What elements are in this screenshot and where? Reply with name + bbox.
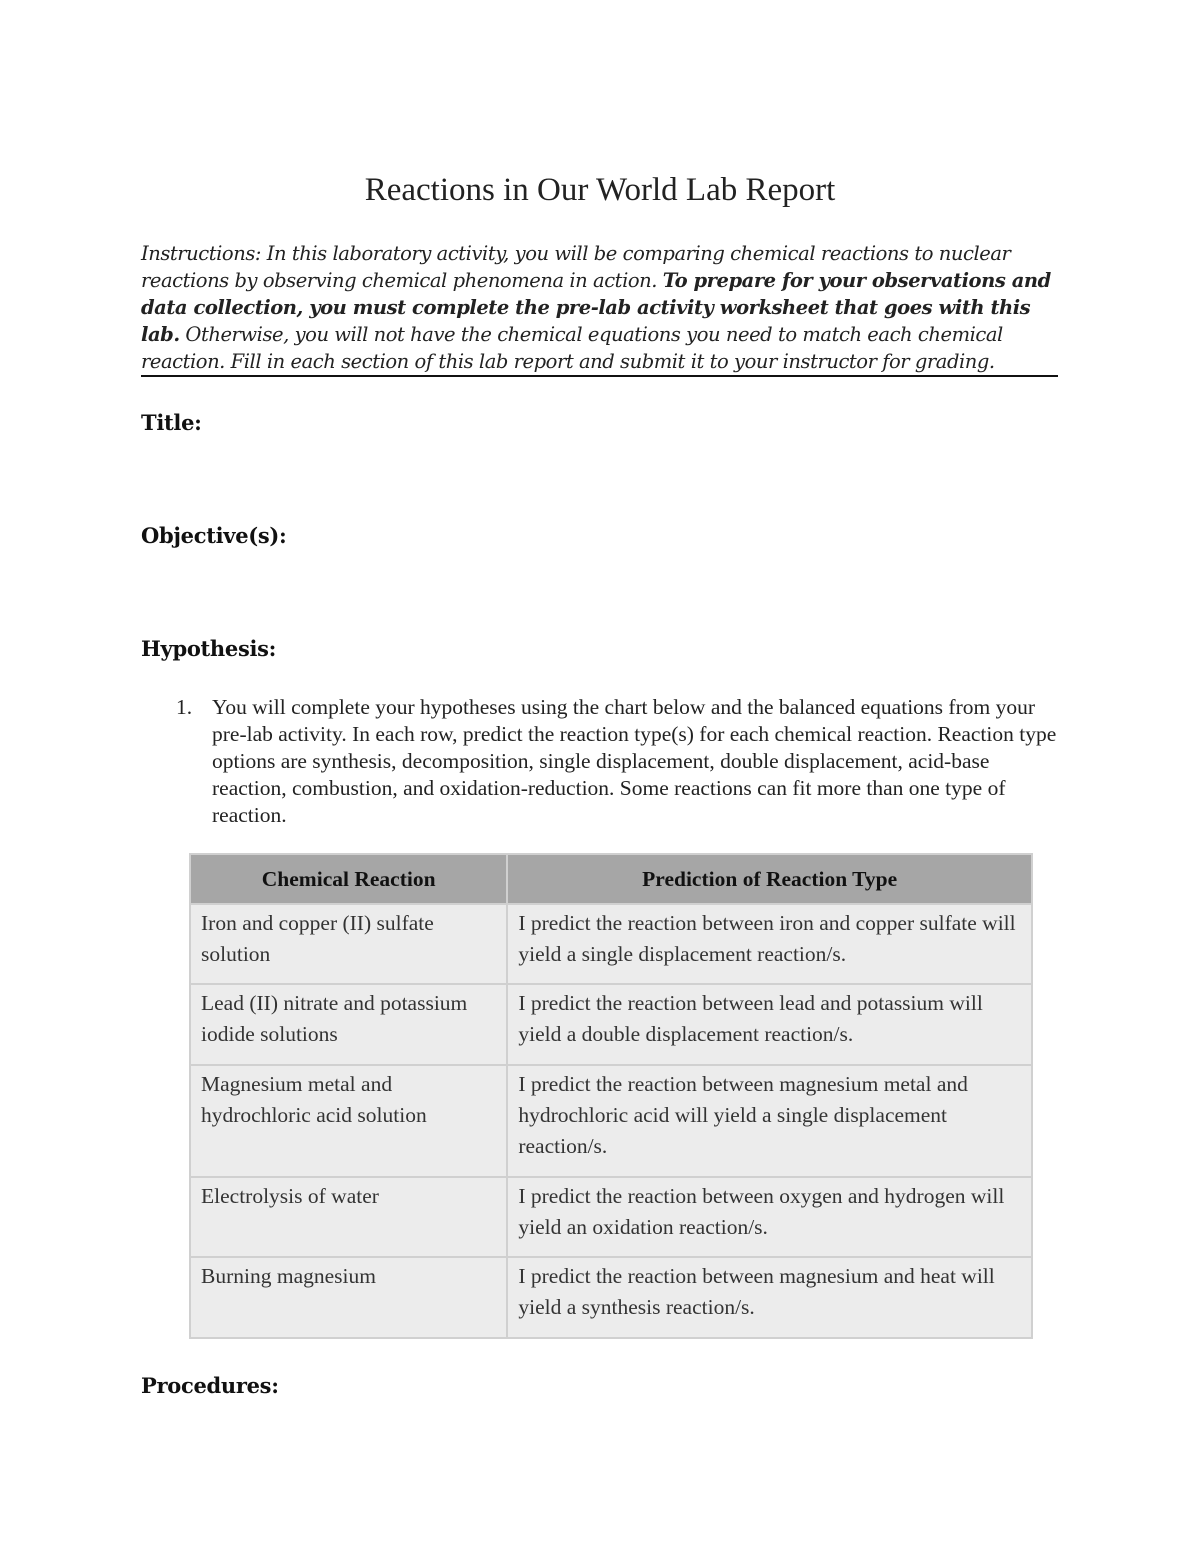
table-row — [190, 984, 1032, 1065]
prediction-cell: I predict the reaction between lead and potassium will yield a double displacement reaction/s. — [507, 984, 1032, 1065]
section-heading-objective: Objective(s): — [141, 523, 287, 548]
hypothesis-instruction-text: You will complete your hypotheses using the chart below and the balanced equations from your pre-lab activity. In each row, predict the reaction type(s) for each chemical reaction. Reaction type options are synthesis, decomposition, single displacement, double displacement, acid-base reaction, combustion, and oxidation-reduction. Some reactions can fit more than one type of reaction. — [212, 695, 1057, 827]
table-header-row — [190, 854, 1032, 904]
reaction-cell: Iron and copper (II) sulfate solution — [190, 904, 507, 984]
reaction-cell: Burning magnesium — [190, 1257, 507, 1338]
table-row — [190, 1177, 1032, 1257]
prediction-cell: I predict the reaction between iron and copper sulfate will yield a single displacement reaction/s. — [507, 904, 1032, 984]
header-chemical-reaction: Chemical Reaction — [190, 854, 507, 904]
instructions-divider — [141, 375, 1058, 377]
instructions-bold-text: To prepare for your observations and data collection, you must complete the pre-lab activity worksheet that goes with this lab. — [141, 269, 1051, 346]
table-row — [190, 1065, 1032, 1177]
list-number: 1. — [176, 695, 193, 719]
section-heading-hypothesis: Hypothesis: — [141, 636, 277, 661]
table-row — [190, 1257, 1032, 1338]
reaction-cell: Lead (II) nitrate and potassium iodide solutions — [190, 984, 507, 1065]
header-prediction: Prediction of Reaction Type — [507, 854, 1032, 904]
prediction-cell: I predict the reaction between magnesium metal and hydrochloric acid will yield a single displacement reaction/s. — [507, 1065, 1032, 1177]
prediction-cell: I predict the reaction between oxygen and hydrogen will yield an oxidation reaction/s. — [507, 1177, 1032, 1257]
section-heading-title: Title: — [141, 410, 202, 435]
reaction-cell: Electrolysis of water — [190, 1177, 507, 1257]
instructions-text-2: Otherwise, you will not have the chemical equations you need to match each chemical reaction. Fill in each section of this lab report and submit it to your instructor for grading. — [141, 323, 1003, 373]
hypothesis-list-item — [176, 694, 1066, 829]
instructions-text-1: Instructions: In this laboratory activity, you will be comparing chemical reactions to nuclear reactions by observing chemical phenomena in action. — [141, 242, 1011, 292]
table-row — [190, 904, 1032, 984]
prediction-cell: I predict the reaction between magnesium and heat will yield a synthesis reaction/s. — [507, 1257, 1032, 1338]
reaction-prediction-table — [189, 853, 1033, 1339]
document-title: Reactions in Our World Lab Report — [364, 172, 836, 208]
instructions-paragraph — [141, 240, 1061, 375]
section-heading-procedures: Procedures: — [141, 1373, 279, 1398]
reaction-cell: Magnesium metal and hydrochloric acid solution — [190, 1065, 507, 1177]
